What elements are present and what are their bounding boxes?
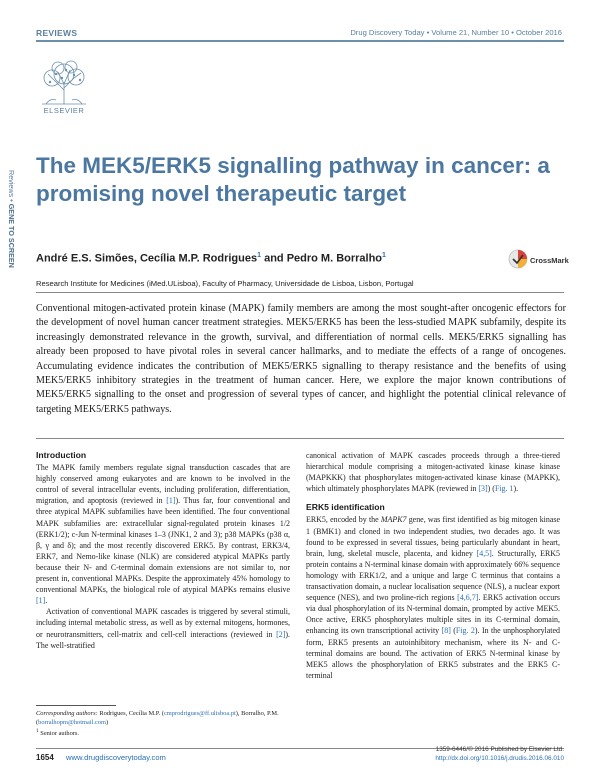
- doi-link[interactable]: http://dx.doi.org/10.1016/j.drudis.2016.06.010: [435, 754, 564, 762]
- body-column-right: [306, 450, 560, 681]
- corresponding-authors-note: Corresponding authors: Rodrigues, Cecília M.P. (cmprodrigues@ff.ulisboa.pt), Borralho, P.M. (borralhopm@hotmail.com): [36, 710, 279, 726]
- abstract-rule-top: [36, 292, 564, 293]
- side-label-subsection: GENE TO SCREEN: [7, 203, 16, 268]
- crossmark-badge[interactable]: [508, 247, 568, 273]
- header-rule: [36, 40, 564, 42]
- side-label-section: Reviews: [7, 170, 16, 198]
- email-link[interactable]: cmprodrigues@ff.ulisboa.pt: [163, 710, 236, 717]
- affiliation: Research Institute for Medicines (iMed.ULisboa), Faculty of Pharmacy, Universidade de Lisboa, Lisbon, Portugal: [36, 279, 414, 288]
- citation-link[interactable]: [1]: [36, 596, 46, 606]
- email-link[interactable]: borralhopm@hotmail.com: [38, 719, 106, 726]
- side-section-label: [4, 170, 16, 310]
- abstract-rule-bottom: [36, 438, 564, 439]
- article-title: The MEK5/ERK5 signalling pathway in cancer: a promising novel therapeutic target: [36, 153, 550, 206]
- journal-citation: Drug Discovery Today • Volume 21, Number 10 • October 2016: [350, 28, 562, 37]
- paragraph: Activation of conventional MAPK cascades is triggered by several stimuli, including internal metabolic stress, as well as by external mitogens, hormones, or neurotransmitters, cell-matrix and cell-cell interactions (reviewed in [2]). The well-stratified: [36, 607, 290, 650]
- footnote-rule: [36, 705, 116, 706]
- copyright-line: 1359-6446/© 2016 Published by Elsevier Ltd.: [435, 746, 564, 753]
- elsevier-tree-logo-icon: [36, 60, 92, 106]
- body-column-left: [36, 450, 290, 651]
- figure-link[interactable]: Fig. 2: [455, 626, 475, 636]
- author-name[interactable]: Pedro M. Borralho: [286, 252, 383, 265]
- copyright-notice: [334, 746, 564, 763]
- journal-website-link[interactable]: www.drugdiscoverytoday.com: [66, 753, 166, 762]
- author-footnote-mark[interactable]: 1: [257, 252, 262, 259]
- journal-name: Drug Discovery Today: [350, 28, 425, 37]
- paragraph: canonical activation of MAPK cascades proceeds through a three-tiered hierarchical module comprising a mitogen-activated kinase kinase kinase (MAPKKK) that phosphorylates mitogen-activated kinase kinase (MAPKK), which ultimately phosphorylates MAPK (reviewed in [3]) (Fig. 1).: [306, 451, 560, 494]
- footnotes: [36, 709, 290, 738]
- citation-link[interactable]: [8]: [441, 626, 451, 636]
- author-name[interactable]: André E.S. Simões: [36, 252, 134, 265]
- abstract: Conventional mitogen-activated protein kinase (MAPK) family members are among the most sought-after oncogenic effectors for the development of novel human cancer treatment strategies. MEK5/ERK5 has been the less-studied MAPK subfamily, despite its increasingly demonstrated relevance in the growth, survival, and differentiation of normal cells. MEK5/ERK5 signalling has already been proposed to have pivotal roles in several cancer hallmarks, and to mediate the effects of a range of oncogenes. Accumulating evidence indicates the contribution of MEK5/ERK5 signalling to therapy resistance and the benefits of using MEK5/ERK5 inhibitory strategies in the treatment of human cancer. Here, we explore the major known contributions of MEK5/ERK5 signalling to the onset and progression of several types of cancer, and highlight the potential clinical relevance of targeting MEK5/ERK5 pathways.: [36, 303, 566, 415]
- section-label: REVIEWS: [36, 28, 78, 38]
- senior-authors-note: $^1$ Senior authors.: [36, 728, 79, 738]
- section-heading-erk5-identification: ERK5 identification: [306, 502, 385, 513]
- journal-volume: Volume 21, Number 10: [431, 28, 510, 37]
- elsevier-wordmark: ELSEVIER: [43, 106, 85, 115]
- paragraph: The MAPK family members regulate signal transduction cascades that are highly conserved among eukaryotes and are known to be involved in the control of several intracellular events, including proliferation, differentiation, migration, and apoptosis (reviewed in [1]). Thus far, four conventional and three atypical MAPK subfamilies have been identified. The four conventional MAPK subfamilies are: extracellular signal-regulated protein kinases 1/2 (ERK1/2); c-Jun N-terminal kinases 1–3 (JNK1, 2 and 3); p38 MAPKs (p38 α, β, γ and δ); and the most recently discovered ERK5. By contrast, ERK3/4, ERK7, and Nemo-like kinase (NLK) are considered atypical MAPKs partly because their N- and C-terminal domain extensions are not similar to, nor present in, conventional MAPKs. Despite the approximately 45% homology to conventional MAPKs, the biological role of atypical MAPKs remains elusive [1].: [36, 463, 290, 606]
- citation-link[interactable]: [1]: [166, 496, 176, 506]
- figure-link[interactable]: Fig. 1: [494, 484, 514, 494]
- journal-date: October 2016: [515, 28, 562, 37]
- author-and: and: [261, 252, 287, 265]
- citation-link[interactable]: [4,5]: [476, 548, 492, 558]
- paragraph: ERK5, encoded by the MAPK7 gene, was first identified as big mitogen kinase 1 (BMK1) and cloned in two independent studies, two decades ago. It was found to be expressed in several tissues, being particularly abundant in heart, brain, lung, skeletal muscle, placenta, and kidney [4,5]. Structurally, ERK5 protein contains a N-terminal kinase domain with approximately 66% sequence homology with ERK1/2, and a unique and large C terminus that contains a transactivation domain, a nuclear localisation sequence (NLS), a nuclear export sequence (NES), and two proline-rich regions [4,6,7]. ERK5 activation occurs via dual phosphorylation of its N-terminal domain, prompted by active MEK5. Once active, ERK5 phosphorylates multiple sites in its C-terminal domain, enhancing its own transcriptional activity [8] (Fig. 2). In the unphosphorylated form, ERK5 presents an autoinhibitory mechanism, where its N- and C-terminal domains are bound. The activation of ERK5 N-terminal kinase by MEK5 allows the phosphorylation of ERK5 substrates and the ERK5 C-terminal: [306, 515, 560, 680]
- crossmark-icon: [508, 249, 528, 269]
- author-separator: ,: [133, 252, 140, 265]
- crossmark-label: CrossMark: [530, 256, 569, 265]
- citation-link[interactable]: [2]: [276, 629, 286, 639]
- section-heading-introduction: Introduction: [36, 450, 87, 460]
- citation-link[interactable]: [3]: [478, 484, 488, 494]
- citation-link[interactable]: [4,6,7]: [457, 593, 479, 603]
- author-name[interactable]: Cecília M.P. Rodrigues: [139, 252, 258, 265]
- side-label-separator: •: [7, 197, 16, 204]
- author-footnote-mark[interactable]: 1: [382, 252, 386, 259]
- page-number: 1654: [36, 753, 54, 762]
- author-list: [36, 252, 476, 265]
- gene-name: MAPK7: [380, 515, 407, 525]
